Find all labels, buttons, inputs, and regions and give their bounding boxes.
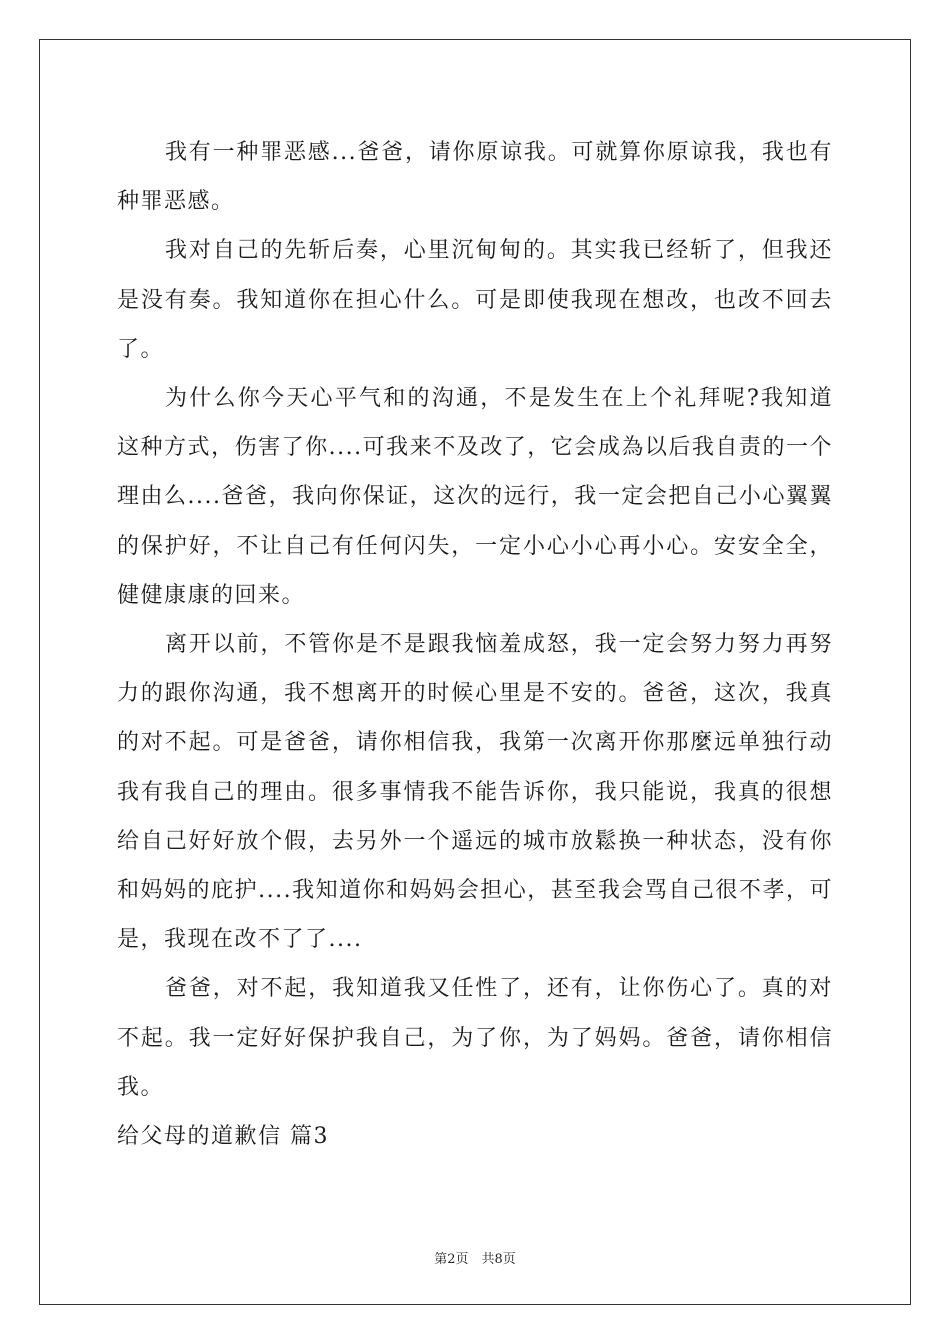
paragraph-1: 我有一种罪恶感...爸爸，请你原谅我。可就算你原谅我，我也有种罪恶感。 [117, 140, 833, 215]
paragraph-5: 爸爸，对不起，我知道我又任性了，还有，让你伤心了。真的对不起。我一定好好保护我自己，为了你，为了妈妈。爸爸，请你相信我。 [117, 976, 833, 1100]
paragraph-3: 为什么你今天心平气和的沟通，不是发生在上个礼拜呢?我知道这种方式，伤害了你....可我来不及改了，它会成為以后我自责的一个理由么....爸爸，我向你保证，这次的远行，我一定会把自己小心翼翼的保护好，不让自己有任何闪失，一定小心小心再小心。安安全全，健健康康的回来。 [117, 386, 833, 608]
document-body [117, 128, 833, 1161]
paragraph-4: 离开以前，不管你是不是跟我恼羞成怒，我一定会努力努力再努力的跟你沟通，我不想离开的时候心里是不安的。爸爸，这次，我真的对不起。可是爸爸，请你相信我，我第一次离开你那麼远单独行动我有我自己的理由。很多事情我不能告诉你，我只能说，我真的很想给自己好好放个假，去另外一个遥远的城市放鬆换一种状态，没有你和妈妈的庇护....我知道你和妈妈会担心，甚至我会骂自己很不孝，可是，我现在改不了了.... [117, 632, 833, 953]
page-number-footer: 第2页 共8页 [434, 1252, 516, 1267]
paragraph-2: 我对自己的先斩后奏，心里沉甸甸的。其实我已经斩了，但我还是没有奏。我知道你在担心什么。可是即使我现在想改，也改不回去了。 [117, 238, 833, 362]
section-heading: 给父母的道歉信 篇3 [117, 1124, 329, 1150]
